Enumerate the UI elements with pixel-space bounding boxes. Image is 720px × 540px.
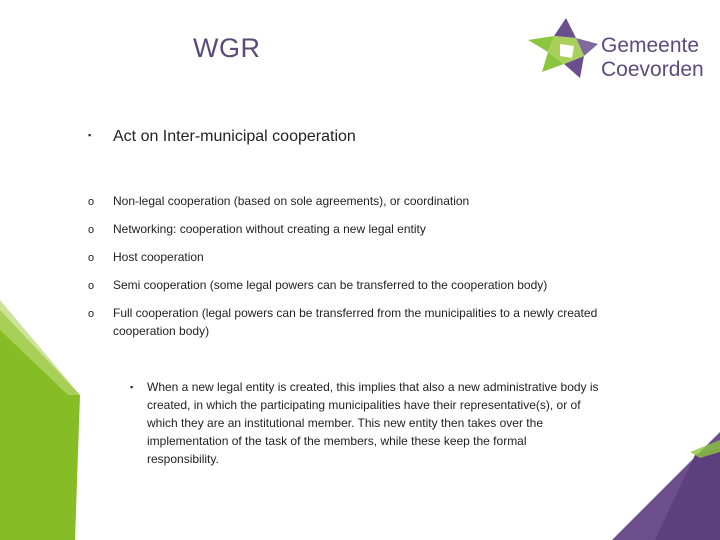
sub-bullet-text: Host cooperation — [113, 250, 204, 264]
main-bullet-text: Act on Inter-municipal cooperation — [113, 128, 356, 145]
logo-line-1: Gemeente — [601, 34, 700, 57]
sub-bullet-marker: o — [88, 252, 95, 264]
logo-text — [601, 34, 704, 82]
sub-bullet-marker: o — [88, 224, 95, 236]
sub-bullet-marker: o — [88, 308, 95, 320]
logo-line-2: Coevorden — [601, 58, 704, 81]
logo-star-icon — [528, 18, 598, 78]
nested-bullet-text: When a new legal entity is created, this implies that also a new administrative body is created, in which the participating municipalities have their representative(s), or of which they are an institutional member. This new entity then takes over the implementation of the task of the members, while these keep the formal responsibility. — [147, 380, 599, 466]
sub-bullet-text: Networking: cooperation without creating a new legal entity — [113, 222, 426, 236]
sub-bullet-marker: o — [88, 196, 95, 208]
slide-title: WGR — [193, 33, 261, 63]
left-green-shape — [0, 310, 80, 540]
sub-bullet-text: Semi cooperation (some legal powers can be transferred to the cooperation body) — [113, 278, 548, 292]
sub-bullet-text: Non-legal cooperation (based on sole agreements), or coordination — [113, 194, 470, 208]
sub-bullet-text: Full cooperation (legal powers can be transferred from the municipalities to a newly created cooperation body) — [113, 306, 598, 338]
bullet-marker: ▪ — [88, 130, 92, 140]
sub-bullet-marker: o — [88, 280, 95, 292]
nested-bullet-marker: ▪ — [130, 382, 134, 392]
